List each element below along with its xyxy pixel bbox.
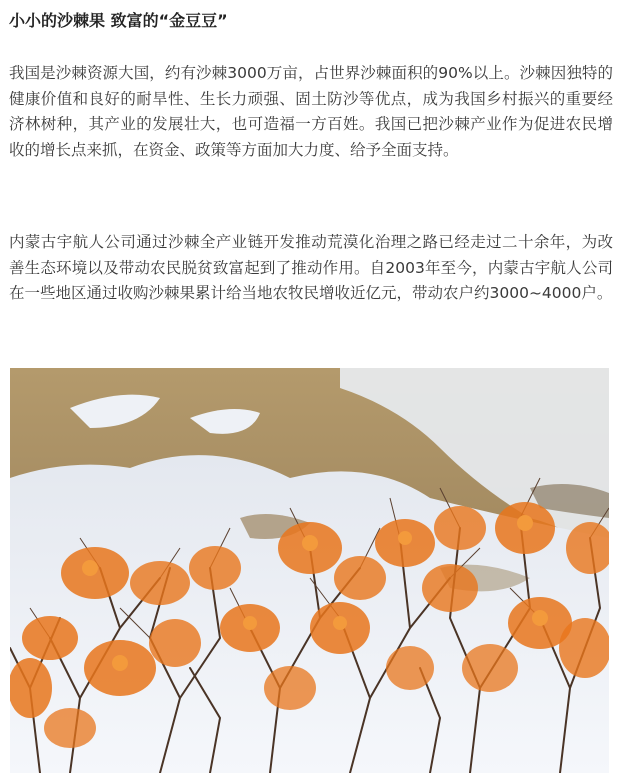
article-title: 小小的沙棘果 致富的“金豆豆”: [9, 11, 228, 30]
paragraph-2: 内蒙古宇航人公司通过沙棘全产业链开发推动荒漠化治理之路已经走过二十余年，为改善生态环境以及带动农民脱贫致富起到了推动作用。自2003年至今，内蒙古宇航人公司在一些地区通过收购沙棘果累计给当地农牧民增收近亿元，带动农户约3000~4000户。: [9, 233, 613, 303]
sea-buckthorn-illustration: [10, 368, 609, 773]
paragraph-1: 我国是沙棘资源大国，约有沙棘3000万亩，占世界沙棘面积的90%以上。沙棘因独特的健康价值和良好的耐旱性、生长力顽强、固土防沙等优点，成为我国乡村振兴的重要经济林树种，其产业的发展壮大，也可造福一方百姓。我国已把沙棘产业作为促进农民增收的增长点来抓，在资金、政策等方面加大力度、给予全面支持。: [9, 64, 613, 159]
sea-buckthorn-photo: [10, 368, 609, 773]
